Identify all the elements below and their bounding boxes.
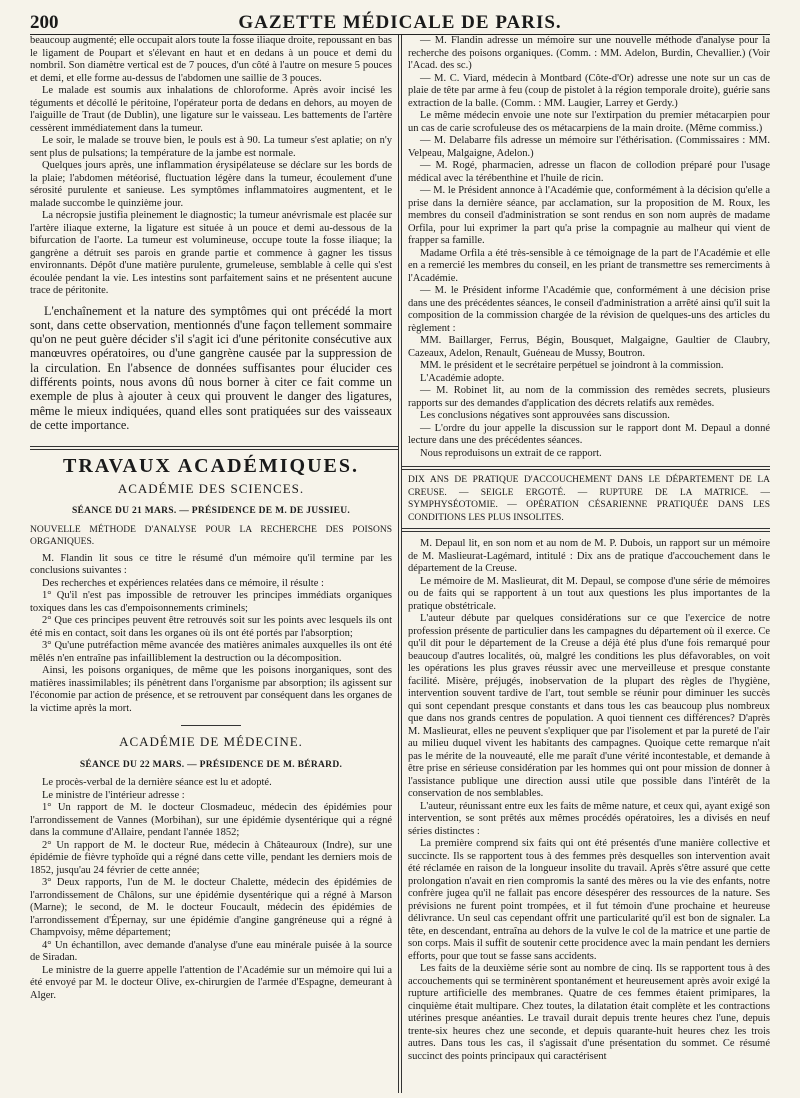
paragraph: 3° Qu'une putréfaction même avancée des matières animales auxquelles ils ont été mêlés n'en entraîne pas infailliblement la destruction ou la décomposition. [30,640,392,664]
paragraph: Ainsi, les poisons organiques, de même que les poisons inorganiques, sont des matières inassimilables; ils pénètrent dans l'organisme par absorption; ils agissent sur l'économie par action de présence, et se retrouvent par conséquent dans les organes de la victime après la mort. [30,665,392,714]
paragraph: M. Flandin lit sous ce titre le résumé d'un mémoire qu'il termine par les conclusions suivantes : [30,552,392,577]
paragraph: — M. Rogé, pharmacien, adresse un flacon de collodion préparé pour l'usage médical avec la térébenthine et l'huile de ricin. [408,160,770,184]
paragraph: Nous reproduisons un extrait de ce rapport. [420,447,602,459]
journal-title: GAZETTE MÉDICALE DE PARIS. [238,12,562,33]
paragraph: Madame Orfila a été très-sensible à ce témoignage de la part de l'Académie et elle en a remercié les membres du conseil, en les priant de transmettre ses remerciments à l'Académie. [408,247,770,284]
section-title-travaux: TRAVAUX ACADÉMIQUES. [63,455,359,478]
paragraph: Le même médecin envoie une note sur l'extirpation du premier métacarpien pour un cas de carie scrofuleuse des os métacarpiens de la main droite. (Même commiss.) [408,110,770,134]
paragraph: — L'ordre du jour appelle la discussion sur le rapport dont M. Depaul a donné lecture dans une des précédentes séances. [408,422,770,446]
paragraph: — M. Delabarre fils adresse un mémoire sur l'éthérisation. (Commissaires : MM. Velpeau, Malgaigne, Adelon.) [408,135,770,159]
paragraph: — M. le Président informe l'Académie que, conformément à une décision prise dans une des précédentes séances, le conseil d'administration a arrêté ainsi qu'il suit la composition de la commission chargée de la révision de quelques-uns des articles du règlement : [408,285,770,334]
academie-sciences-heading: ACADÉMIE DES SCIENCES. [117,480,305,496]
commentary-paragraph: L'enchaînement et la nature des symptômes qui ont précédé la mort sont, dans cette observation, mentionnés d'une façon tellement sommaire qu'on ne peut guère décider s'il s'agit ici d'une péritonite consécutive aux manœuvres opératoires, ou d'une gangrène causée par la suppression de la circulation. En l'absence de données suffisantes pour élucider ces différents points, nous avons dû nous borner à citer ce fait comme un exemple de plus à ajouter à ceux qui prouvent le danger des ligatures, même le mieux indiquées, quand elles sont pratiquées sur des vaisseaux de cette importance. [30,303,392,432]
paragraph: Le malade est soumis aux inhalations de chloroforme. Après avoir incisé les téguments et décollé le péritoine, l'opérateur porta de dedans en dehors, au moyen de l'aiguille de Traut (de Dublin), une ligature sur le vaisseau. Les battements de l'artère cessèrent immédiatement dans la tumeur. [30,85,392,134]
paragraph: 2° Que ces principes peuvent être retrouvés soit sur les points avec lesquels ils ont été mis en contact, soit dans les organes où ils ont été portés par l'absorption; [30,615,392,639]
observation-text [30,35,392,298]
paragraph: Les conclusions négatives sont approuvées sans discussion. [420,410,670,421]
seance-22-mars: SÉANCE DU 22 MARS. — PRÉSIDENCE DE M. BÉRARD. [79,759,343,770]
paragraph: Le soir, le malade se trouve bien, le pouls est à 90. La tumeur s'est aplatie; on n'y sent plus de pulsations; la température de la jambe est normale. [30,135,392,159]
paragraph: L'auteur, réunissant entre eux les faits de même nature, et ceux qui, ayant exigé son intervention, se sont prêtés aux mêmes procédés opératoires, les a divisés en neuf séries distinctes : [408,800,770,837]
paragraph: La nécropsie justifia pleinement le diagnostic; la tumeur anévrismale est placée sur l'artère iliaque externe, la ligature est située à un pouce et demi au-dessous de la bifurcation de l'aorte. La tumeur est volumineuse, occupe toute la fosse iliaque; la gangrène a détruit ses parois en grande partie et commence à gagner les tissus environnants. Dépôt d'une matière purulente, grumeleuse, semblable à celle qui s'est écoulée pendant la vie. Les intestins sont parfaitement sains et ne présentent aucune trace de péritonite. [30,210,392,296]
paragraph: MM. Baillarger, Ferrus, Bégin, Bousquet, Malgaigne, Gaultier de Claubry, Cazeaux, Adelon, Renault, Guéneau de Mussy, Boutron. [408,335,770,359]
paragraph: Le mémoire de M. Maslieurat, dit M. Depaul, se compose d'une série de mémoires ou de faits qui se rapportent à un tout aux questions les plus importantes de la pratique obstétricale. [408,575,770,612]
paragraph: Des recherches et expériences relatées dans ce mémoire, il résulte : [42,577,324,589]
report-divider [402,466,770,470]
paragraph: Le ministre de la guerre appelle l'attention de l'Académie sur un mémoire qui lui a été envoyé par M. le docteur Olive, ex-chirurgien de l'armée d'Espagne, demeurant à Alger. [30,964,392,1001]
paragraph: L'auteur débute par quelques considérations sur ce que l'exercice de notre profession présente de particulier dans les campagnes du département où il exerce. Ce qu'il dit pour le département de la Creuse a déjà été plus d'une fois remarqué pour beaucoup d'autres localités, où, malgré les conditions les plus défavorables, on voit les opérations les plus graves réussir avec une merveilleuse et presque constante facilité. Misère, préjugés, inobservation de la plupart des règles de l'hygiène, intervention souvent tardive de l'art, tout semble se réunir pour diminuer les succès qui sont cependant presque constants et dans tous les cas beaucoup plus nombreux que dans nos grands centres de population. A quoi tiennent ces différences? D'après M. Maslieurat, elles ne peuvent s'expliquer que par l'isolement et par la pureté de l'air au milieu duquel vivent les habitants des campagnes. Quoique cette remarque n'ait pas le mérite de la nouveauté, elle me paraît d'une vérité incontestable, et demande à être prise en sérieuse considération par les hommes qui ont pour mission de donner à l'assistance publique une direction aussi utile que possible dans l'intérêt de la conservation de nos semblables. [408,613,770,799]
page-number: 200 [30,12,59,33]
paragraph: La première comprend six faits qui ont été présentés d'une manière collective et succincte. Ils se rapportent tous à des femmes près desquelles son intervention avait été réclamée en raison de la longueur insolite du travail. Après s'être assuré que cette prolongation n'avait en rien compromis la santé des mères ou la vie des enfants, notre confrère jugea qu'il ne fallait pas encore désespérer des ressources de la nature. Ses prévisions ne furent point trompées, et il fut témoin d'une prochaine et heureuse délivrance. Un seul cas cependant offrit une particularité qu'il est bon de signaler. La tête, en descendant, entraîna au dehors de la vulve le col de la matrice et une partie de son corps. Mais il suffit de soutenir cette procidence avec la main pendant les derniers efforts, pour que tout se fasse sans accidents. [408,838,770,962]
paragraph: 1° Un rapport de M. le docteur Closmadeuc, médecin des épidémies pour l'arrondissement de Vannes (Morbihan), sur une épidémie dysentérique qui a régné dans la commune d'Allaire, pendant l'année 1852; [30,802,392,839]
paragraph: 4° Un échantillon, avec demande d'analyse d'une eau minérale puisée à la source de Siradan. [30,939,392,964]
report-divider-2 [402,528,770,532]
paragraph: MM. le président et le secrétaire perpétuel se joindront à la commission. [420,360,724,371]
paragraph: beaucoup augmenté; elle occupait alors toute la fosse iliaque droite, repoussant en bas le ligament de Poupart et s'élevant en haut et en dedans à un pouce et demi du nombril. Son diamètre vertical est de 7 pouces, d'un côté à l'autre on mesure 5 pouces et demi, et elle forme au-dessus de l'abdomen une saillie de 3 pouces. [30,35,392,84]
two-column-body [30,35,770,1093]
dix-ans-heading: DIX ANS DE PRATIQUE D'ACCOUCHEMENT DANS LE DÉPARTEMENT DE LA CREUSE. — SEIGLE ERGOTÉ. — RUPTURE DE LA MATRICE. — SYMPHYSÉOTOMIE. — OPÉRATION CÉSARIENNE PRATIQUÉE DANS LES CONDITIONS LES PLUS INSOLITES. [408,475,770,523]
methode-heading: NOUVELLE MÉTHODE D'ANALYSE POUR LA RECHERCHE DES POISONS ORGANIQUES. [30,524,392,548]
seance-21-mars: SÉANCE DU 21 MARS. — PRÉSIDENCE DE M. DE JUSSIEU. [71,506,351,517]
paragraph: Le ministre de l'intérieur adresse : [42,789,185,801]
paragraph: — M. le Président annonce à l'Académie que, conformément à la décision qu'elle a prise dans la dernière séance, par acclamation, sur la proposition de M. Roux, les membres du conseil d'administration se sont rendus en son nom auprès de madame Orfila, pour lui exprimer la part qu'a prise la compagnie au malheur qui vient de frapper sa famille. [408,185,770,246]
right-column [402,35,770,1093]
paragraph: — M. Robinet lit, au nom de la commission des remèdes secrets, plusieurs rapports sur des demandes d'application des décrets relatifs aux remèdes. [408,385,770,409]
paragraph: Quelques jours après, une inflammation érysipélateuse se déclare sur les bords de la plaie; l'abdomen météorisé, fluctuation légère dans la tumeur, écoulement d'une sérosité purulente et sanieuse. Les symptômes inflammatoires augmentent, et le malade succombe le quinzième jour. [30,160,392,209]
paragraph: — M. C. Viard, médecin à Montbard (Côte-d'Or) adresse une note sur un cas de plaie de tête par arme à feu (coup de pistolet à la région temporale droite), guérie sans extraction de la balle. (Comm. : MM. Laugier, Larrey et Gerdy.) [408,72,770,109]
paragraph: 1° Qu'il n'est pas impossible de retrouver les principes immédiats organiques toxiques dans les cas d'empoisonnements criminels; [30,590,392,614]
short-divider [181,725,241,726]
depaul-report-text [408,538,770,1063]
paragraph: 3° Deux rapports, l'un de M. le docteur Chalette, médecin des épidémies de l'arrondissement de Châlons, sur une épidémie dysentérique qui a régné à Marson (Marne); le second, de M. le docteur Foucault, médecin des épidémies de l'arrondissement d'Épernay, sur une épidémie d'angine gangréneuse qui a régné à Champvoisy, même département; [30,877,392,939]
paragraph: Le procès-verbal de la dernière séance est lu et adopté. [42,777,272,789]
paragraph: M. Depaul lit, en son nom et au nom de M. P. Dubois, un rapport sur un mémoire de M. Maslieurat-Lagémard, intitulé : Dix ans de pratique d'accouchement dans le département de la Creuse. [408,538,770,574]
left-column [30,35,398,1093]
page-header [30,6,770,35]
paragraph: L'Académie adopte. [420,372,505,384]
academie-medecine-heading: ACADÉMIE DE MÉDECINE. [119,734,303,750]
flandin-text [30,553,392,716]
paragraph: 2° Un rapport de M. le docteur Rue, médecin à Châteauroux (Indre), sur une épidémie de fièvre typhoïde qui a régné dans cette ville, pendant les derniers mois de 1852, jusqu'au 24 février de cette année; [30,839,392,876]
paragraph: — M. Flandin adresse un mémoire sur une nouvelle méthode d'analyse pour la recherche des poisons organiques. (Comm. : MM. Adelon, Burdin, Chevallier.) (Voir l'Acad. des sc.) [408,35,770,71]
paragraph: Les faits de la deuxième série sont au nombre de cinq. Ils se rapportent tous à des accouchements qui se terminèrent spontanément et heureusement après avoir exigé la rupture artificielle des membranes. Quatre de ces femmes étaient primipares, la cinquième était multipare. Chez toutes, la dilatation était complète et les contractions utérines presque anéanties. Le travail durait depuis trente heures chez l'une, depuis trente-six heures chez une seconde, et depuis quarante-huit heures chez les trois autres. Dans tous les cas, il s'agissait d'une présentation du sommet. Ce résumé succinct des points principaux qui caractérisent [408,963,770,1062]
communications-text [408,35,770,460]
correspondance-text [30,777,392,1002]
section-divider [30,446,398,450]
